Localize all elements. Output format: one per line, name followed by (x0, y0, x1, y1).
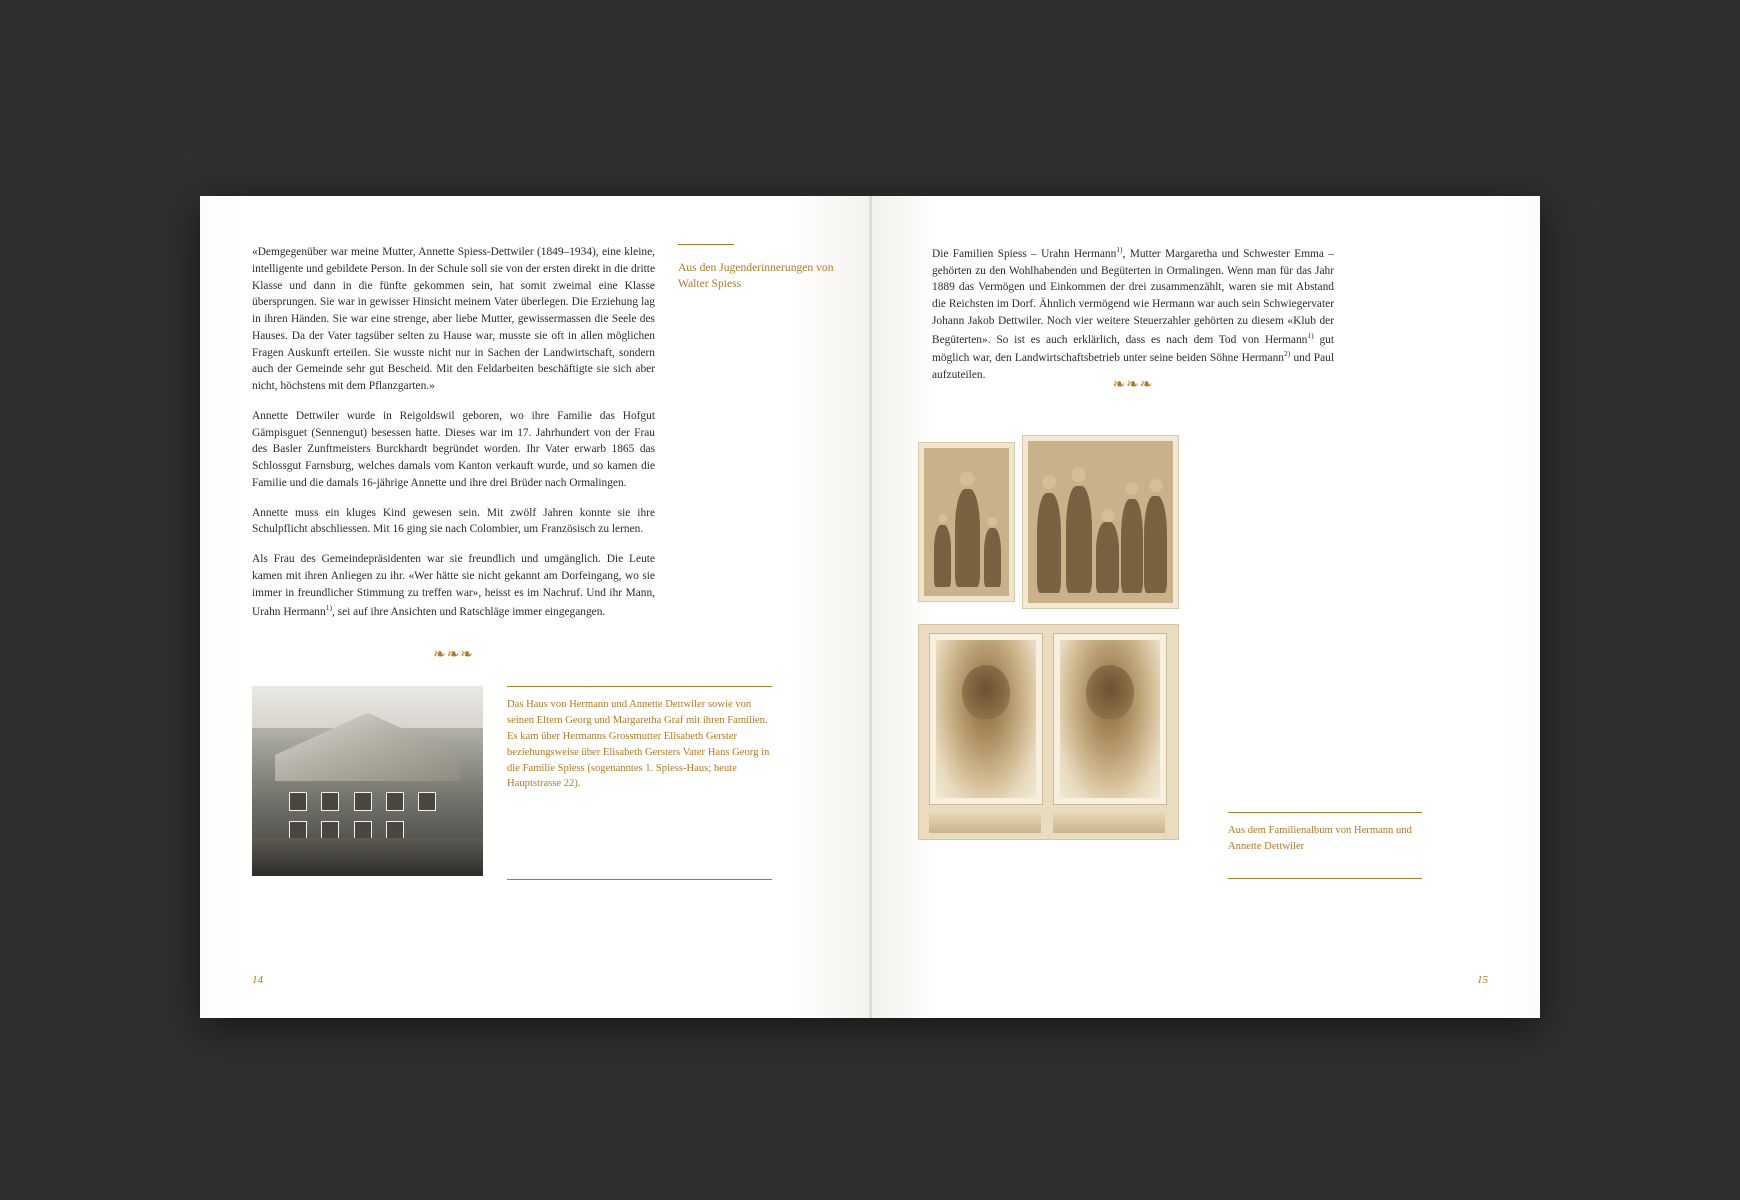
left-page (200, 196, 870, 1018)
caption-family-album (1228, 812, 1422, 855)
photo-figure-woman (1144, 496, 1167, 593)
photo-figure-head (1071, 467, 1086, 482)
photo-foreground (252, 838, 483, 876)
photo-figure-young-woman (1121, 499, 1143, 593)
paragraph: Annette Dettwiler wurde in Reigoldswil geboren, wo ihre Familie das Hofgut Gämpisguet (Sennengut) besessen hatte. Dieses war im 17. Jahrhundert von der Frau des Basler Zunftmeisters Burckhardt begründet worden. Ihr Vater erwarb 1865 das Schlossgut Farnsburg, welches damals vom Kanton verkauft wurde, und so kamen die Familie und die damals 16-jährige Annette und ihre drei Brüder nach Ormalingen. (252, 409, 655, 489)
photo-figure-child (934, 525, 951, 587)
photo-group-family (1022, 435, 1179, 609)
caption-rule-top (507, 686, 772, 687)
book-spread (200, 196, 1540, 1018)
right-page-body-text (932, 244, 1334, 384)
photo-figure-head (1101, 509, 1114, 522)
caption-house-photo (507, 686, 772, 792)
paragraph: Die Familien Spiess – Urahn Hermann$^{1)}$, Mutter Margaretha und Schwester Emma – gehörten zu den Wohlhabenden und Begüterten in Ormalingen. Wenn man für das Jahr 1889 das Vermögen und Einkommen der drei zusammenzählt, waren sie mit Abstand die Reichsten im Dorf. Ähnlich vermögend wie Hermann war auch sein Schwiegervater Johann Jakob Dettwiler. Noch vier weitere Steuerzahler gehörten zu diesem «Klub der Begüterten». So ist es auch erklärlich, dass es nach dem Tod von Hermann$^{1)}$ gut möglich war, den Landwirtschaftsbetrieb unter seine beiden Söhne Hermann$^{2)}$ und Paul aufzuteilen. (932, 245, 1334, 381)
photo-album-plinth (1053, 813, 1165, 833)
right-page (870, 196, 1540, 1018)
photo-group-mother-children (918, 442, 1015, 602)
photo-house (252, 686, 483, 876)
photo-figure-head (938, 514, 948, 524)
photo-figure-head (1149, 479, 1162, 492)
photo-figure-woman (955, 489, 981, 587)
photo-figure-man (1037, 493, 1062, 593)
photo-figure-child (984, 528, 1001, 587)
ornament-divider: ❧❧❧ (433, 647, 474, 663)
photo-portrait-man (929, 633, 1043, 805)
caption-text: Aus dem Familienalbum von Hermann und Annette Dettwiler (1228, 825, 1412, 852)
photo-portrait-pair (918, 624, 1179, 840)
footnote-marker: 1) (1116, 245, 1123, 254)
footnote-marker: 2) (1283, 349, 1291, 359)
ornament-divider: ❧❧❧ (1112, 377, 1154, 393)
photo-window (418, 792, 436, 811)
sidenote-rule (678, 244, 734, 245)
photo-figure-head (987, 517, 997, 527)
photo-window (354, 792, 372, 811)
photo-sepia-field (924, 448, 1009, 596)
paragraph: Als Frau des Gemeindepräsidenten war sie freundlich und umgänglich. Die Leute kamen mit ihren Anliegen zu ihr. «Wer hätte sie nicht gekannt am Dorfeingang, wo sie immer in freundlicher Stimmung zu treffen war», heisst es im Nachruf. Und ihr Mann, Urahn Hermann$^{1)}$, sei auf ihre Ansichten und Ratschläge immer eingegangen. (252, 553, 655, 618)
photo-figure-head (960, 472, 974, 486)
photo-album-plinth (929, 813, 1041, 833)
book-gutter (869, 196, 872, 1018)
caption-rule-top (1228, 812, 1422, 813)
photo-figure-head (1042, 475, 1056, 489)
paragraph: Annette muss ein kluges Kind gewesen sein. Mit zwölf Jahren konnte sie ihre Schulpflicht abschliessen. Mit 16 ging sie nach Colombier, um Französisch zu lernen. (252, 506, 655, 536)
photo-portrait-woman (1053, 633, 1167, 805)
footnote-marker: 1) (1307, 330, 1314, 340)
sidenote-text: Aus den Jugenderinnerungen von Walter Spiess (678, 261, 834, 291)
photo-sepia-field (936, 640, 1036, 798)
photo-figure-man (1066, 486, 1092, 593)
page-number-right: 15 (1477, 974, 1488, 986)
sidenote-source (678, 244, 838, 293)
photo-window (321, 792, 339, 811)
paragraph: «Demgegenüber war meine Mutter, Annette Spiess-Dettwiler (1849–1934), eine kleine, intelligente und gebildete Person. In der Schule soll sie von der ersten direkt in die dritte Klasse und dann in die fünfte gekommen sein, hat somit zweimal eine Klasse übersprungen. Sie war in gewisser Hinsicht meinem Vater überlegen. Die Erziehung lag in ihren Händen. Sie war eine strenge, aber liebe Mutter, gewissermassen die Seele des Hauses. Da der Vater tagsüber selten zu Hause war, musste sie oft in allen möglichen Fragen Auskunft erteilen. Sie wusste nicht nur in Sachen der Landwirtschaft, sondern auch der Gemeinde sehr gut Bescheid. Mit den Feldarbeiten beschäftigte sie sich aber nicht, höchstens mit dem Pflanzgarten.» (252, 246, 655, 393)
left-page-body-text (252, 244, 655, 620)
caption-rule-bottom (507, 879, 772, 880)
photo-figure-head (1126, 482, 1138, 494)
photo-window (386, 792, 404, 811)
caption-text: Das Haus von Hermann und Annette Dettwiler sowie von seinen Eltern Georg und Margaretha Graf mit ihren Familien. Es kam über Hermanns Grossmutter Elisabeth Gerster beziehungsweise über Elisabeth Gersters Vater Hans Georg in die Familie Spiess (sogenanntes 1. Spiess-Haus; heute Hauptstrasse 22). (507, 699, 770, 790)
photo-figure-child (1096, 522, 1119, 593)
photo-sepia-field (1028, 441, 1173, 603)
photo-sepia-field (1060, 640, 1160, 798)
photo-window (289, 792, 307, 811)
caption-rule-bottom (1228, 878, 1422, 879)
page-number-left: 14 (252, 974, 263, 986)
footnote-marker: 1) (325, 602, 332, 612)
